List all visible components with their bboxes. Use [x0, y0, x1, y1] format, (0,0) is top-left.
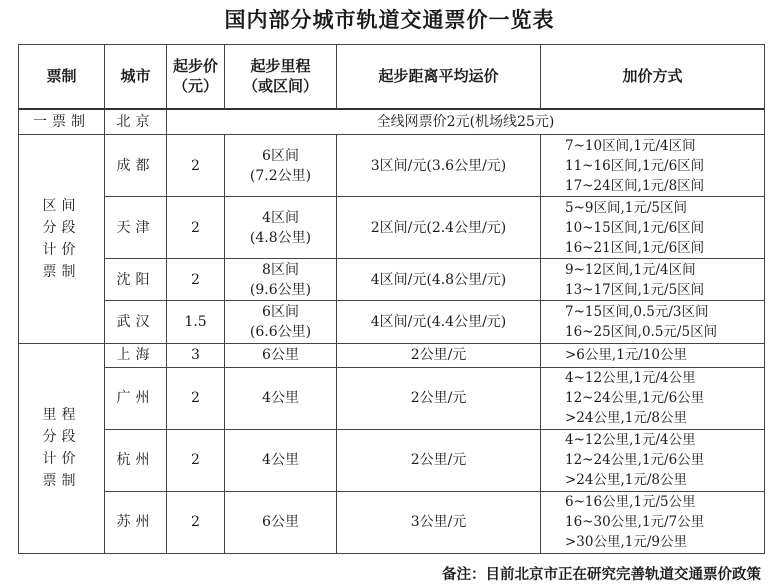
table-row — [19, 343, 765, 367]
increment-line: 16~21区间,1元/6区间 — [565, 239, 705, 256]
avg-fare-cell: 4区间/元(4.8公里/元) — [337, 259, 541, 301]
increment-cell — [541, 301, 765, 343]
start-price-cell: 2 — [167, 367, 225, 429]
increment-line: 12~24公里,1元/6公里 — [565, 452, 705, 469]
header-start-distance — [225, 45, 337, 109]
start-price-cell: 2 — [167, 197, 225, 259]
group-section-line3: 计价 — [42, 241, 81, 258]
start-price-cell: 3 — [167, 343, 225, 367]
increment-line: 7~15区间,0.5元/3区间 — [565, 304, 709, 320]
start-price-cell: 1.5 — [167, 301, 225, 343]
city-cell: 成都 — [105, 135, 167, 197]
header-city: 城市 — [105, 45, 167, 109]
increment-line: 16~25区间,0.5元/5区间 — [565, 324, 718, 340]
start-distance-cell: 6公里 — [225, 343, 337, 367]
avg-fare-cell: 2公里/元 — [337, 429, 541, 491]
city-cell: 沈阳 — [105, 259, 167, 301]
flat-fare-note: 全线网票价2元(机场线25元) — [167, 109, 765, 135]
table-row — [19, 301, 765, 343]
group-mileage-line3: 计价 — [42, 451, 81, 468]
increment-cell — [541, 343, 765, 367]
fare-table — [18, 44, 765, 554]
increment-line: 9~12区间,1元/4区间 — [565, 261, 696, 278]
increment-line: >24公里,1元/8公里 — [565, 410, 688, 427]
increment-line: 10~15区间,1元/6区间 — [565, 219, 705, 236]
group-section-line4: 票制 — [42, 263, 81, 280]
table-row — [19, 429, 765, 491]
start-distance-cell: 4公里 — [225, 429, 337, 491]
increment-cell — [541, 491, 765, 553]
city-cell: 武汉 — [105, 301, 167, 343]
group-section-line1: 区间 — [42, 197, 81, 214]
city-cell: 广州 — [105, 367, 167, 429]
avg-fare-cell: 4区间/元(4.4公里/元) — [337, 301, 541, 343]
header-avg-fare: 起步距离平均运价 — [337, 45, 541, 109]
increment-cell — [541, 367, 765, 429]
group-section-line2: 分段 — [42, 219, 81, 236]
start-distance-line1: 6区间 — [262, 304, 299, 320]
start-distance-line2: (6.6公里) — [249, 324, 312, 340]
table-row — [19, 197, 765, 259]
group-section — [19, 135, 105, 343]
city-cell: 上海 — [105, 343, 167, 367]
city-cell: 北京 — [105, 109, 167, 135]
start-distance-line2: (9.6公里) — [249, 281, 312, 298]
start-distance-cell — [225, 259, 337, 301]
table-row — [19, 109, 765, 135]
start-distance-line2: (7.2公里) — [249, 167, 312, 184]
start-distance-cell: 4公里 — [225, 367, 337, 429]
footnote-text: 备注：目前北京市正在研究完善轨道交通票价政策 — [442, 567, 761, 583]
table-row — [19, 367, 765, 429]
increment-line: 5~9区间,1元/5区间 — [565, 199, 688, 216]
header-ticket-system: 票制 — [19, 45, 105, 109]
start-distance-cell — [225, 197, 337, 259]
table-header-row — [19, 45, 765, 109]
city-cell: 苏州 — [105, 491, 167, 553]
increment-line: 16~30公里,1元/7公里 — [565, 514, 705, 531]
table-row — [19, 259, 765, 301]
start-distance-line1: 6区间 — [262, 147, 299, 164]
header-start-price — [167, 45, 225, 109]
table-row — [19, 135, 765, 197]
increment-line: 13~17区间,1元/5区间 — [565, 281, 705, 298]
header-increment: 加价方式 — [541, 45, 765, 109]
increment-line: 11~16区间,1元/6区间 — [565, 157, 705, 174]
start-distance-cell — [225, 135, 337, 197]
start-price-cell: 2 — [167, 135, 225, 197]
page-title: 国内部分城市轨道交通票价一览表 — [224, 8, 555, 32]
avg-fare-cell: 2公里/元 — [337, 367, 541, 429]
group-mileage — [19, 343, 105, 553]
avg-fare-cell: 3公里/元 — [337, 491, 541, 553]
start-distance-cell: 6公里 — [225, 491, 337, 553]
header-start-distance-line2: （或区间） — [242, 77, 318, 96]
start-price-cell: 2 — [167, 259, 225, 301]
increment-cell — [541, 259, 765, 301]
increment-line: 7~10区间,1元/4区间 — [565, 137, 696, 154]
table-row — [19, 491, 765, 553]
increment-cell — [541, 135, 765, 197]
group-mileage-line2: 分段 — [42, 429, 81, 446]
city-cell: 天津 — [105, 197, 167, 259]
avg-fare-cell: 2区间/元(2.4公里/元) — [337, 197, 541, 259]
start-distance-line1: 4区间 — [262, 209, 299, 226]
increment-line: 6~16公里,1元/5公里 — [565, 494, 696, 511]
footnote — [442, 563, 761, 584]
start-price-cell: 2 — [167, 429, 225, 491]
start-distance-line2: (4.8公里) — [249, 229, 312, 246]
start-distance-cell — [225, 301, 337, 343]
city-cell: 杭州 — [105, 429, 167, 491]
start-price-cell: 2 — [167, 491, 225, 553]
increment-line: 4~12公里,1元/4公里 — [565, 370, 696, 387]
increment-line: >6公里,1元/10公里 — [565, 347, 688, 364]
header-start-distance-line1: 起步里程 — [250, 57, 311, 76]
increment-line: 17~24区间,1元/8区间 — [565, 177, 705, 194]
group-mileage-line1: 里程 — [42, 407, 81, 424]
avg-fare-cell: 3区间/元(3.6公里/元) — [337, 135, 541, 197]
increment-line: >30公里,1元/9公里 — [565, 534, 688, 551]
increment-line: 12~24公里,1元/6公里 — [565, 390, 705, 407]
avg-fare-cell: 2公里/元 — [337, 343, 541, 367]
header-start-price-line2: （元） — [172, 77, 218, 96]
increment-line: 4~12公里,1元/4公里 — [565, 432, 696, 449]
header-start-price-line1: 起步价 — [172, 57, 218, 76]
start-distance-line1: 8区间 — [262, 261, 299, 278]
group-flat: 一票制 — [19, 109, 105, 135]
increment-cell — [541, 429, 765, 491]
increment-cell — [541, 197, 765, 259]
increment-line: >24公里,1元/8公里 — [565, 472, 688, 489]
group-mileage-line4: 票制 — [42, 473, 81, 490]
